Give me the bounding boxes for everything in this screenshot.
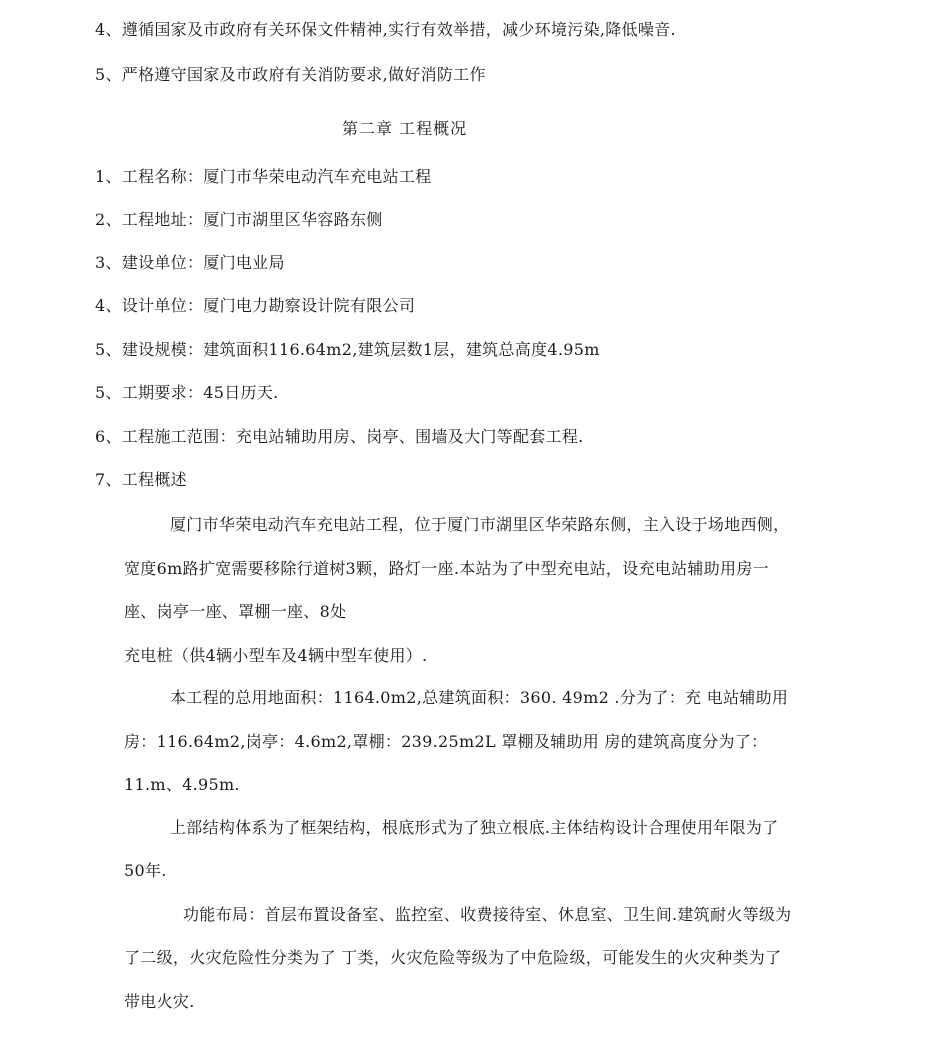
item-design-unit: 4、设计单位：厦门电力勘察设计院有限公司: [95, 296, 416, 315]
item-construction-scale: 5、建设规模：建筑面积116.64m2,建筑层数1层，建筑总高度4.95m: [95, 340, 600, 359]
overview-line: 厦门市华荣电动汽车充电站工程，位于厦门市湖里区华荣路东侧，主入设于场地西侧，: [170, 515, 790, 534]
overview-line: 座、岗亭一座、罩棚一座、8处: [124, 602, 347, 621]
item-schedule: 5、工期要求：45日历天.: [95, 383, 279, 402]
overview-line: 房：116.64m2,岗亭：4.6m2,罩棚：239.25m2L 罩棚及辅助用 房的建筑高度分为了：: [124, 732, 768, 751]
principle-5: 5、严格遵守国家及市政府有关消防要求,做好消防工作: [95, 65, 486, 84]
overview-line: 上部结构体系为了框架结构，根底形式为了独立根底.主体结构设计合理使用年限为了: [170, 818, 779, 837]
overview-line: 带电火灾.: [124, 992, 195, 1011]
overview-line: 宽度6m路扩宽需要移除行道树3颗，路灯一座.本站为了中型充电站，设充电站辅助用房一: [124, 559, 769, 578]
overview-line: 本工程的总用地面积：1164.0m2,总建筑面积：360. 49m2 .分为了：充 电站辅助用: [170, 688, 789, 707]
overview-line: 功能布局：首层布置设备室、监控室、收费接待室、休息室、卫生间.建筑耐火等级为: [183, 905, 792, 924]
chapter-title: 第二章 工程概况: [342, 119, 468, 138]
overview-line: 充电桩（供4辆小型车及4辆中型车使用）.: [124, 646, 428, 665]
item-scope: 6、工程施工范围：充电站辅助用房、岗亭、围墙及大门等配套工程.: [95, 427, 584, 446]
overview-line: 了二级，火灾危险性分类为了 丁类，火灾危险等级为了中危险级，可能发生的火灾种类为了: [124, 948, 782, 967]
item-overview-heading: 7、工程概述: [95, 470, 187, 489]
item-project-name: 1、工程名称：厦门市华荣电动汽车充电站工程: [95, 167, 432, 186]
item-construction-unit: 3、建设单位：厦门电业局: [95, 253, 285, 272]
principle-4: 4、遵循国家及市政府有关环保文件精神,实行有效举措，减少环境污染,降低噪音.: [95, 20, 676, 39]
overview-line: 50年.: [124, 861, 167, 880]
item-project-address: 2、工程地址：厦门市湖里区华容路东侧: [95, 210, 383, 229]
overview-line: 11.m、4.95m.: [124, 775, 240, 794]
